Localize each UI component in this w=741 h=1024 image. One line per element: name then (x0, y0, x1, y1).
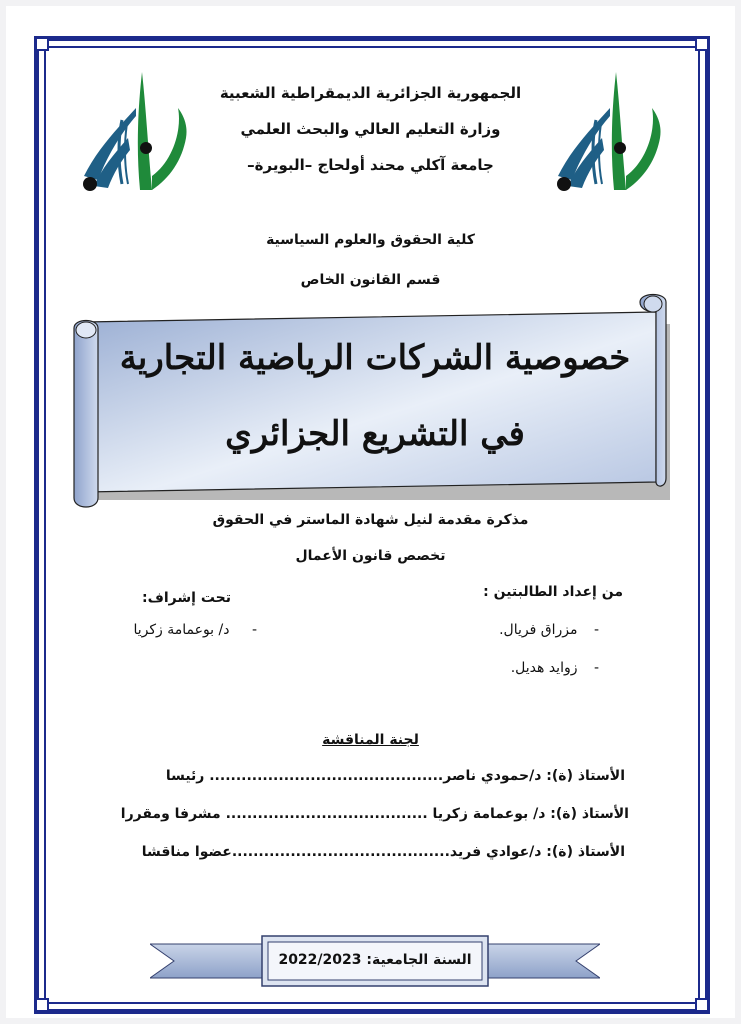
student-name-1 (499, 622, 599, 638)
academic-year-ribbon (150, 934, 600, 990)
border-corner-bottom-right (695, 998, 709, 1012)
committee-heading: لجنة المناقشة (322, 732, 419, 748)
academic-year: السنة الجامعية: 2022/2023 (278, 952, 472, 968)
supervisor-name-label: د/ بوعمامة زكريا (133, 622, 230, 638)
thesis-specialty: تخصص قانون الأعمال (295, 548, 446, 564)
committee-member-chair: الأستاذ (ة): د/حمودي ناصر............................................ رئيسا (165, 768, 625, 784)
thesis-purpose: مذكرة مقدمة لنيل شهادة الماستر في الحقوق (212, 512, 529, 528)
supervisor-name (133, 622, 257, 638)
committee-member-supervisor: الأستاذ (ة): د/ بوعمامة زكريا ...................................... مشرفا ومقررا (120, 806, 629, 822)
republic-name: الجمهورية الجزائرية الديمقراطية الشعبية (219, 84, 522, 102)
border-corner-top-right (695, 37, 709, 51)
department-name: قسم القانون الخاص (300, 272, 441, 288)
title-scroll-banner (70, 288, 680, 518)
committee-member-examiner: الأستاذ (ة): د/عوادي فريد.........................................عضوا مناقشا (141, 844, 625, 860)
thesis-title-line-1: خصوصية الشركات الرياضية التجارية (119, 338, 631, 378)
border-corner-top-left (35, 37, 49, 51)
student-name-label: زوايد هديل. (510, 660, 578, 676)
student-name-label: مزراق فريال. (499, 622, 578, 638)
faculty-name: كلية الحقوق والعلوم السياسية (266, 232, 475, 248)
thesis-title-line-2: في التشريع الجزائري (225, 414, 525, 454)
student-name-2 (511, 660, 599, 676)
list-bullet: - (593, 622, 599, 638)
university-name: جامعة آكلي محند أولحاج –البويرة– (247, 156, 494, 174)
list-bullet: - (251, 622, 257, 638)
ministry-name: وزارة التعليم العالي والبحث العلمي (240, 120, 501, 138)
list-bullet: - (593, 660, 599, 676)
border-corner-bottom-left (35, 998, 49, 1012)
students-heading: من إعداد الطالبتين : (483, 584, 623, 600)
supervisor-heading: تحت إشراف: (142, 590, 231, 606)
